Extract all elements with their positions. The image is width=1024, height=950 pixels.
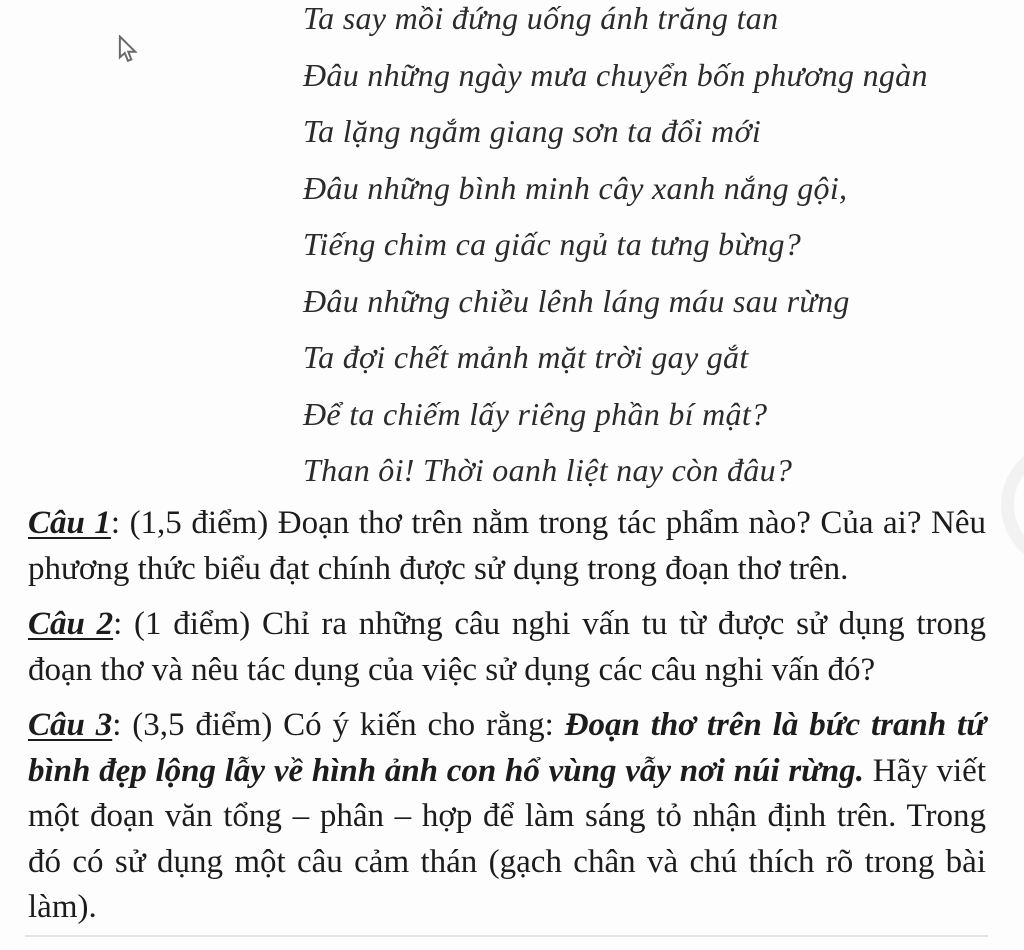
question-1: [28, 501, 986, 592]
question-2-label: Câu 2: [28, 606, 114, 642]
question-1-text: : (1,5 điểm) Đoạn thơ trên nằm trong tác phẩm nào? Của ai? Nêu phương thức biểu đạt chính được sử dụng trong đoạn thơ trên.: [28, 505, 986, 587]
mouse-cursor-icon: [116, 35, 139, 64]
question-2-text: : (1 điểm) Chỉ ra những câu nghi vấn tu từ được sử dụng trong đoạn thơ và nêu tác dụng của việc sử dụng các câu nghi vấn đó?: [28, 606, 986, 688]
poem-line: Đâu những bình minh cây xanh nắng gội,: [303, 169, 848, 206]
poem-line: Than ôi! Thời oanh liệt nay còn đâu?: [303, 452, 793, 488]
poem-line: Để ta chiếm lấy riêng phần bí mật?: [303, 395, 768, 432]
poem-block: [303, 0, 1024, 499]
poem-line: Tiếng chim ca giấc ngủ ta tưng bừng?: [303, 226, 802, 262]
poem-line: Ta lặng ngắm giang sơn ta đổi mới: [303, 113, 762, 149]
poem-line: Đâu những ngày mưa chuyển bốn phương ngàn: [303, 56, 928, 93]
question-1-label: Câu 1: [28, 505, 111, 541]
question-3: [28, 703, 986, 931]
questions-block: [28, 501, 986, 941]
question-3-label: Câu 3: [28, 707, 113, 743]
question-3-text-after: Hãy viết một đoạn văn tổng – phân – hợp để làm sáng tỏ nhận định trên. Trong đó có sử dụng một câu cảm thán (gạch chân và chú thích rõ trong bài làm).: [28, 752, 986, 925]
poem-line: Đâu những chiều lênh láng máu sau rừng: [303, 282, 850, 319]
question-3-text-before: : (3,5 điểm) Có ý kiến cho rằng:: [112, 707, 565, 743]
question-3-emphasis: Đoạn thơ trên là bức tranh tứ bình đẹp lộng lẫy về hình ảnh con hổ vùng vẫy nơi núi rừng.: [28, 707, 986, 789]
poem-line: Ta say mồi đứng uống ánh trăng tan: [303, 0, 779, 36]
poem-line: Ta đợi chết mảnh mặt trời gay gắt: [303, 339, 749, 375]
question-2: [28, 602, 986, 693]
bottom-divider: [25, 935, 988, 937]
